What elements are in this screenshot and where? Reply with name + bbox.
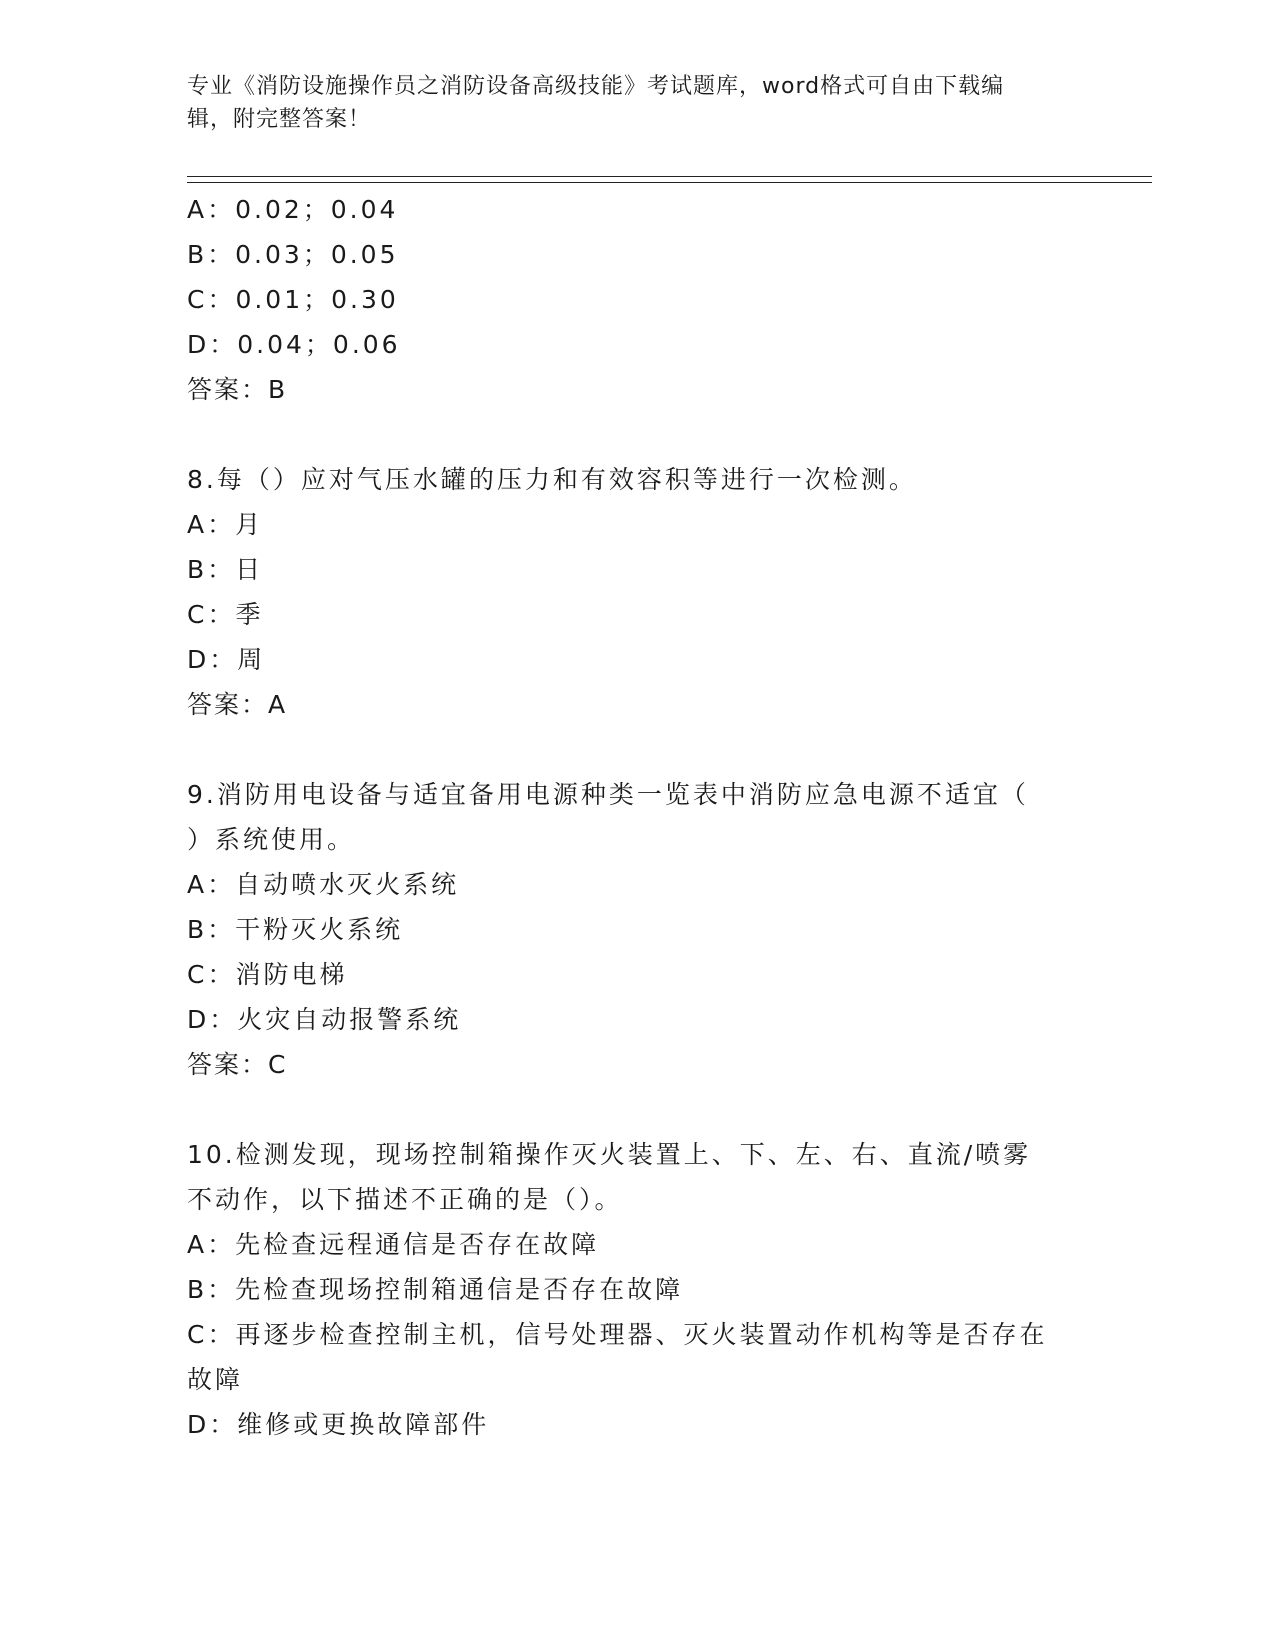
q7-option-c: C：0.01；0.30	[187, 285, 399, 314]
page-header	[187, 70, 1067, 136]
q10-option-c-line-2: 故障	[187, 1365, 244, 1394]
q10-option-d: D：维修或更换故障部件	[187, 1410, 490, 1439]
q8-stem: 8.每（）应对气压水罐的压力和有效容积等进行一次检测。	[187, 465, 917, 494]
header-line-1: 专业《消防设施操作员之消防设备高级技能》考试题库，word格式可自由下载编	[187, 74, 1005, 99]
q9-option-b: B：干粉灭火系统	[187, 915, 404, 944]
q10-stem-line-1: 10.检测发现，现场控制箱操作灭火装置上、下、左、右、直流/喷雾	[187, 1140, 1032, 1169]
q8-option-c: C：季	[187, 600, 264, 629]
q9-stem-line-2: ）系统使用。	[187, 825, 356, 854]
q9-stem-line-1: 9.消防用电设备与适宜备用电源种类一览表中消防应急电源不适宜（	[187, 780, 1029, 809]
q9-answer: 答案：C	[187, 1050, 288, 1079]
header-divider-bottom	[187, 182, 1152, 183]
header-line-2: 辑，附完整答案！	[187, 107, 372, 132]
q7-option-b: B：0.03；0.05	[187, 240, 399, 269]
q8-answer: 答案：A	[187, 690, 288, 719]
q7-option-a: A：0.02；0.04	[187, 195, 399, 224]
q9-option-a: A：自动喷水灭火系统	[187, 870, 460, 899]
q7-answer: 答案：B	[187, 375, 288, 404]
q10-option-c-line-1: C：再逐步检查控制主机，信号处理器、灭火装置动作机构等是否存在	[187, 1320, 1048, 1349]
q9-option-d: D：火灾自动报警系统	[187, 1005, 462, 1034]
q10-option-b: B：先检查现场控制箱通信是否存在故障	[187, 1275, 684, 1304]
q10-stem-line-2: 不动作，以下描述不正确的是（）。	[187, 1185, 623, 1214]
header-divider-top	[187, 176, 1152, 177]
q8-option-a: A：月	[187, 510, 264, 539]
q8-option-d: D：周	[187, 645, 266, 674]
q9-option-c: C：消防电梯	[187, 960, 348, 989]
q10-option-a: A：先检查远程通信是否存在故障	[187, 1230, 600, 1259]
q7-option-d: D：0.04；0.06	[187, 330, 401, 359]
q8-option-b: B：日	[187, 555, 264, 584]
